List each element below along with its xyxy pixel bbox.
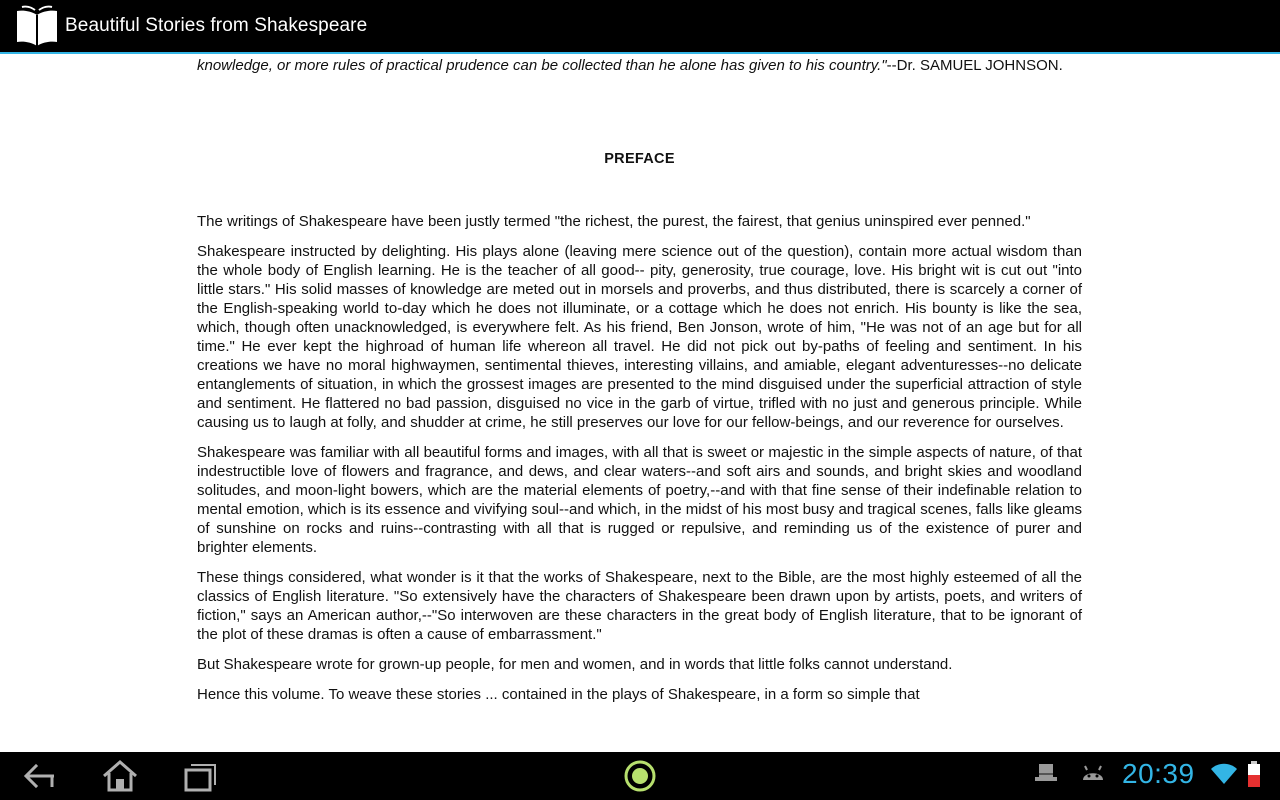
home-icon[interactable] <box>98 756 142 796</box>
paragraph: Shakespeare was familiar with all beautiful forms and images, with all that is sweet or majestic in the simple aspects of nature, of that indestructible love of flowers and fragrance, and dews, and clear waters--and soft airs and sounds, and bright skies and woodland solitudes, and moon-light bowers, which are the material elements of poetry,--and with that fine sense of their indefinable relation to mental emotion, which is its essence and vivifying soul--and which, in the midst of his most busy and tragical scenes, falls like gleams of sunshine on rocks and ruins--contrasting with all that is rugged or repulsive, and reminding us of the existence of purer and brighter elements. <box>197 444 1082 556</box>
epigraph-attribution: --Dr. SAMUEL JOHNSON. <box>886 57 1063 74</box>
paragraph: The writings of Shakespeare have been justly termed "the richest, the purest, the fairest, that genius uninspired ever penned." <box>197 213 1031 230</box>
open-book-icon[interactable] <box>14 5 60 47</box>
paragraph: But Shakespeare wrote for grown-up people, for men and women, and in words that little folks cannot understand. <box>197 656 953 673</box>
epigraph-paragraph <box>197 56 1082 75</box>
book-page <box>197 56 1082 715</box>
battery-icon[interactable] <box>1246 760 1262 788</box>
paragraph: Hence this volume. To weave these stories ... contained in the plays of Shakespeare, in a form so simple that <box>197 686 920 703</box>
section-heading: PREFACE <box>604 151 675 167</box>
recent-apps-icon[interactable] <box>178 756 222 796</box>
hat-notification-icon[interactable] <box>1032 760 1060 786</box>
back-icon[interactable] <box>18 756 62 796</box>
paragraph: Shakespeare instructed by delighting. His plays alone (leaving mere science out of the question), contain more actual wisdom than the whole body of English learning. He is the teacher of all good-- pity, generosity, true courage, love. His bright wit is cut out "into little stars." His solid masses of knowledge are meted out in morsels and proverbs, and thus distributed, there is scarcely a corner of the English-speaking world to-day which he does not illuminate, or a cottage which he does not enrich. His bounty is like the sea, which, though often unacknowledged, is everywhere felt. As his friend, Ben Jonson, wrote of him, "He was not of an age but for all time." He ever kept the highroad of human life whereon all travel. He did not pick out by-paths of feeling and sentiment. In his creations we have no moral highwaymen, sentimental thieves, interesting villains, and amiable, elegant adventuresses--no delicate entanglements of situation, in which the grossest images are presented to the mind disguised under the superficial attraction of style and sentiment. He flattered no bad passion, disguised no vice in the garb of virtue, trifled with no just and generous principle. While causing us to laugh at folly, and shudder at crime, he still preserves our love for our fellow-beings, and our reverence for ourselves. <box>197 243 1082 431</box>
app-indicator-icon[interactable] <box>620 756 660 796</box>
epigraph-quote: knowledge, or more rules of practical prudence can be collected than he alone has given to his country." <box>197 57 887 74</box>
reader-content[interactable] <box>0 54 1280 752</box>
wifi-icon[interactable] <box>1210 760 1238 786</box>
action-bar <box>0 0 1280 54</box>
status-clock[interactable]: 20:39 <box>1122 758 1195 789</box>
paragraph: These things considered, what wonder is it that the works of Shakespeare, next to the Bible, are the most highly esteemed of all the classics of English literature. "So extensively have the characters of Shakespeare been drawn upon by artists, poets, and writers of fiction," says an American author,--"So interwoven are these characters in the great body of English literature, that to be ignorant of the plot of these dramas is often a cause of embarrassment." <box>197 569 1082 643</box>
android-debug-icon[interactable] <box>1078 760 1108 786</box>
system-navigation-bar <box>0 752 1280 800</box>
app-title: Beautiful Stories from Shakespeare <box>65 15 368 36</box>
